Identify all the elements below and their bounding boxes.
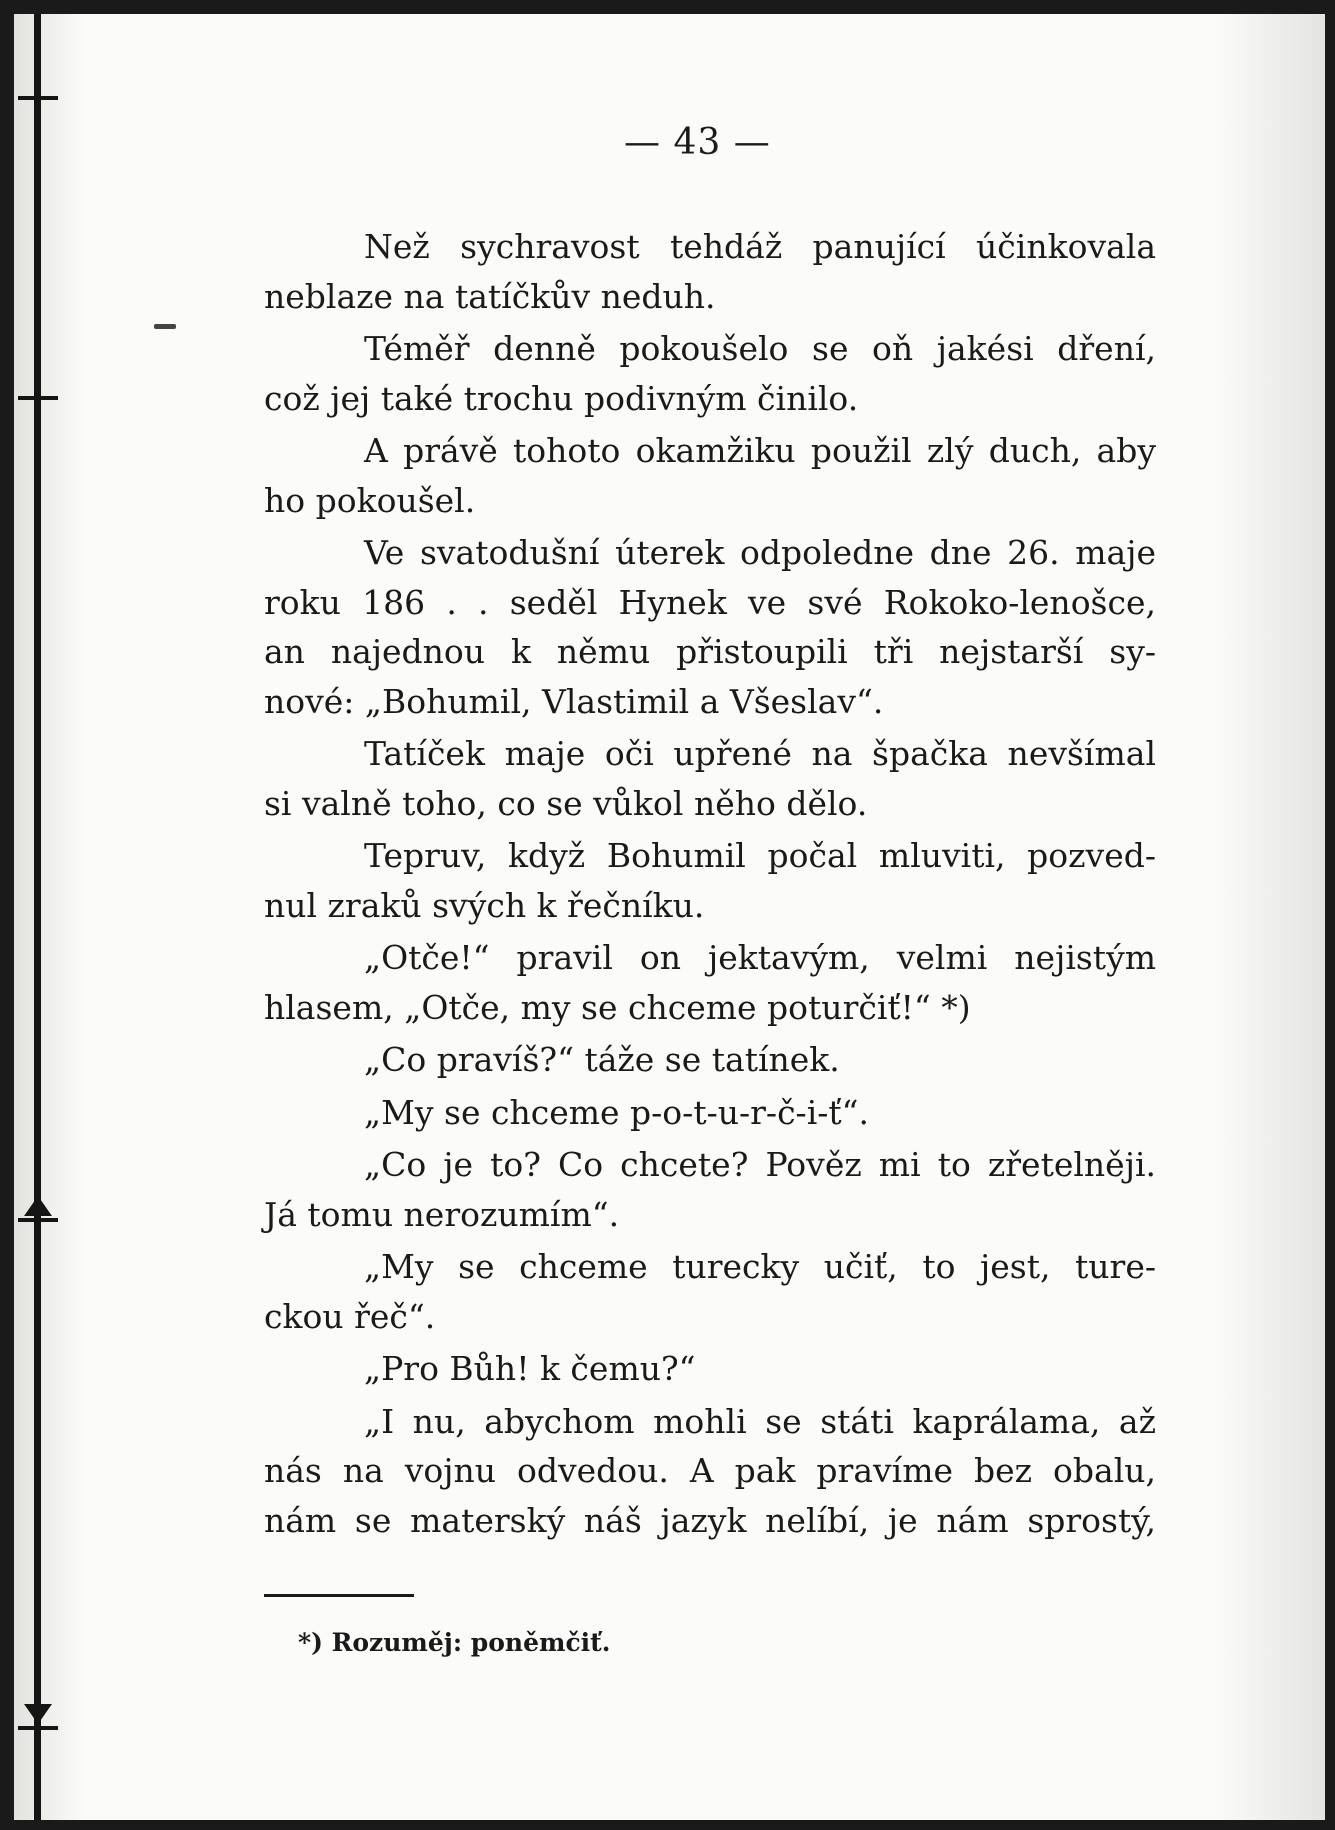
binding-arrow-down-icon: [24, 1704, 52, 1724]
text-line: Než sychravost tehdáž panující účinkovala: [364, 227, 1156, 266]
text-line: „Co pravíš?“ táže se tatínek.: [364, 1040, 840, 1079]
text-line: ckou řeč“.: [264, 1296, 436, 1336]
text-line: „Pro Bůh! k čemu?“: [364, 1349, 696, 1388]
binding-arrow-up-icon: [24, 1196, 52, 1216]
text-line: nové: „Bohumil, Vlastimil a Všeslav“.: [264, 681, 884, 721]
binding-tick-mark: [18, 396, 58, 400]
text-line: ho pokoušel.: [264, 480, 476, 520]
text-line: nás na vojnu odvedou. A pak pravíme bez obalu,: [264, 1451, 1156, 1490]
footnote-rule: [264, 1594, 414, 1597]
binding-tick-mark: [18, 1218, 58, 1222]
binding-tick-mark: [18, 1726, 58, 1730]
body-text: [264, 222, 1156, 1545]
text-line: což jej také trochu podivným činilo.: [264, 378, 859, 418]
text-line: „My se chceme p-o-t-u-r-č-i-ť“.: [364, 1092, 870, 1132]
binding-edge-line: [34, 14, 41, 1820]
stray-ink-mark: [154, 324, 176, 329]
text-line: neblaze na tatíčkův neduh.: [264, 276, 716, 316]
text-line: si valně toho, co se vůkol něho dělo.: [264, 783, 868, 823]
footnote: *) Rozuměj: poněmčiť.: [298, 1628, 611, 1657]
text-line: nul zraků svých k řečníku.: [264, 885, 705, 925]
text-line: „Otče!“ pravil on jektavým, velmi nejistým: [364, 938, 1156, 977]
text-line: Já tomu nerozumím“.: [264, 1194, 620, 1234]
page-number: — 43 —: [624, 122, 771, 163]
text-line: an najednou k němu přistoupili tři nejstarší sy-: [264, 632, 1156, 671]
text-line: „Co je to? Co chcete? Pověz mi to zřetelněji.: [364, 1145, 1156, 1184]
binding-tick-mark: [18, 96, 58, 100]
text-line: Tepruv, když Bohumil počal mluviti, pozved-: [364, 836, 1156, 875]
text-line: nám se materský náš jazyk nelíbí, je nám sprostý,: [264, 1500, 1156, 1540]
text-line: Tatíček maje oči upřené na špačka nevšímal: [364, 734, 1156, 773]
text-line: A právě tohoto okamžiku použil zlý duch, aby: [364, 431, 1156, 470]
text-line: Téměř denně pokoušelo se oň jakési dření,: [364, 329, 1156, 368]
book-page: [14, 14, 1325, 1820]
text-line: „My se chceme turecky učiť, to jest, ture-: [364, 1247, 1156, 1286]
text-line: roku 186 . . seděl Hynek ve své Rokoko-lenošce,: [264, 582, 1156, 622]
text-line: hlasem, „Otče, my se chceme poturčiť!“ *): [264, 987, 971, 1027]
text-line: „I nu, abychom mohli se státi kaprálama, až: [364, 1401, 1156, 1441]
text-line: Ve svatodušní úterek odpoledne dne 26. maje: [364, 533, 1156, 572]
